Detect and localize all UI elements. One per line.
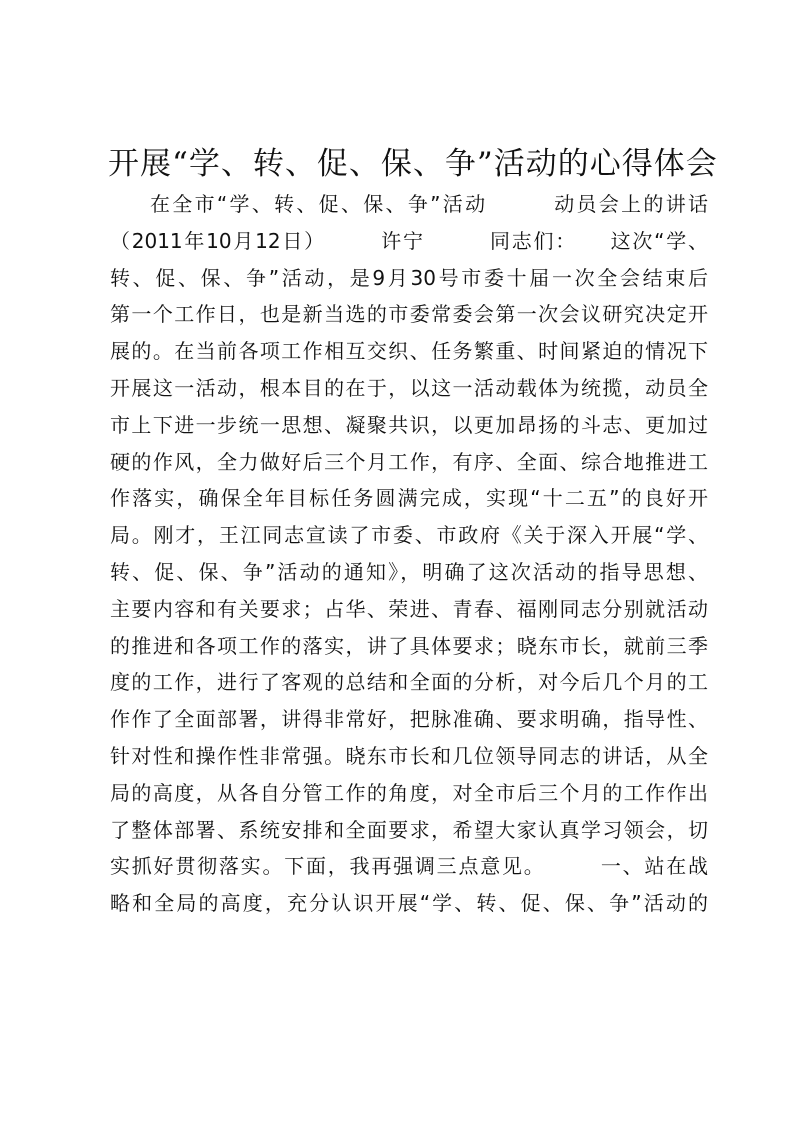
body-line: 作作了全面部署，讲得非常好，把脉准确、要求明确，指导性、	[110, 707, 708, 732]
body-line: 略和全局的高度，充分认识开展“学、转、促、保、争”活动的	[110, 891, 708, 916]
body-line: 实抓好贯彻落实。下面，我再强调三点意见。 一、站在战	[110, 854, 708, 879]
body-line: 主要内容和有关要求；占华、荣进、青春、福刚同志分别就活动	[110, 596, 708, 621]
body-line: 硬的作风，全力做好后三个月工作，有序、全面、综合地推进工	[110, 449, 708, 474]
body-line: 展的。在当前各项工作相互交织、任务繁重、时间紧迫的情况下	[110, 339, 708, 364]
body-line: （2011年10月12日） 许宁 同志们： 这次“学、	[110, 228, 708, 253]
body-line: 度的工作，进行了客观的总结和全面的分析，对今后几个月的工	[110, 670, 708, 695]
body-line: 局的高度，从各自分管工作的角度，对全市后三个月的工作作出	[110, 780, 708, 805]
body-line: 第一个工作日，也是新当选的市委常委会第一次会议研究决定开	[110, 302, 708, 327]
body-line: 作落实，确保全年目标任务圆满完成，实现“十二五”的良好开	[110, 486, 708, 511]
body-line: 开展这一活动，根本目的在于，以这一活动载体为统揽，动员全	[110, 375, 708, 400]
body-line: 转、促、保、争”活动的通知》，明确了这次活动的指导思想、	[110, 559, 708, 584]
body-line: 局。刚才，王江同志宣读了市委、市政府《关于深入开展“学、	[110, 523, 708, 548]
body-line: 针对性和操作性非常强。晓东市长和几位领导同志的讲话，从全	[110, 743, 708, 768]
body-line: 转、促、保、争”活动，是9月30号市委十届一次全会结束后	[110, 265, 708, 290]
document-title: 开展“学、转、促、保、争”活动的心得体会	[108, 146, 718, 182]
body-line: 了整体部署、系统安排和全面要求，希望大家认真学习领会，切	[110, 817, 708, 842]
body-line: 市上下进一步统一思想、凝聚共识，以更加昂扬的斗志、更加过	[110, 412, 708, 437]
body-line: 的推进和各项工作的落实，讲了具体要求；晓东市长，就前三季	[110, 633, 708, 658]
body-line: 在全市“学、转、促、保、争”活动 动员会上的讲话	[150, 192, 708, 216]
document-body	[110, 186, 708, 922]
